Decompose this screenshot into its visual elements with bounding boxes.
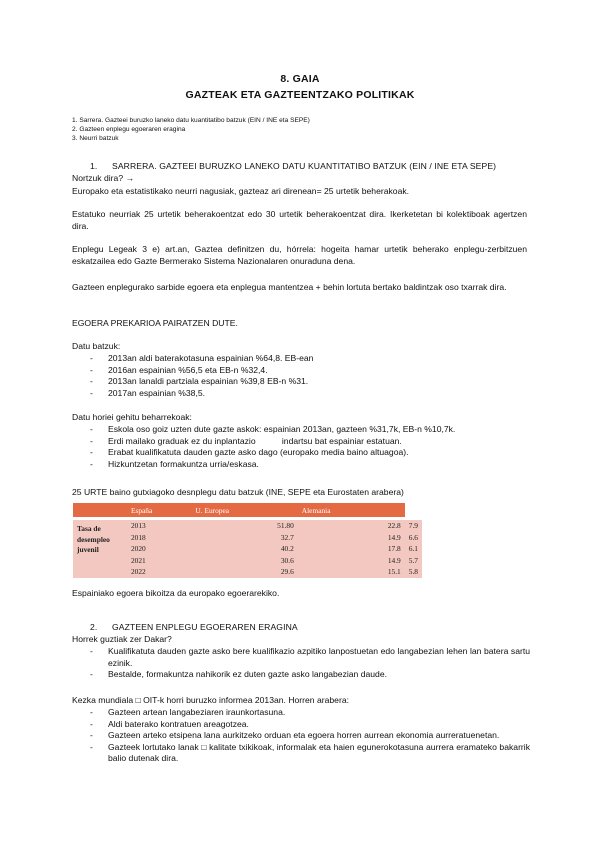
list-item: - Gazteen arteko etsipena lana aurkitzeko orduan eta egoera horren aurrean ekonomia aurreratuenetan.: [72, 730, 530, 742]
section-heading-text: GAZTEEN ENPLEGU EGOERAREN ERAGINA: [112, 622, 298, 632]
table-cell-alemania: 5.7: [405, 555, 422, 567]
table-cell-espana: 30.6: [191, 555, 297, 567]
kezka-text: Kezka mundiala □ OIT-k horri buruzko informea 2013an. Horren arabera:: [72, 695, 349, 705]
gehitu-label: Datu horiei gehitu beharrekoak:: [72, 412, 192, 422]
table-cell-ue: 17.8: [298, 543, 405, 555]
list-item: - 2017an espainian %38,5.: [72, 388, 530, 400]
gehitu-list: [72, 424, 530, 470]
table-header-cell: [73, 503, 127, 517]
list-item: - Eskola oso goiz uzten dute gazte askok: espainian 2013an, gazteen %31,7k, EB-n %10,7k.: [72, 424, 530, 436]
table-cell-espana: 40.2: [191, 543, 297, 555]
table-cell-ue: 15.1: [298, 566, 405, 578]
table-cell-alemania: 7.9: [405, 520, 422, 532]
list-item: - Gazteek lortutako lanak □ kalitate txikikoak, informalak eta haien egunerokotasuna aurrera eramateko bakarrik balio dutenak dira.: [72, 742, 530, 765]
list-item: - Aldi baterako kontratuen areagotzea.: [72, 719, 530, 731]
definition-text: Europako eta estatistikako neurri nagusiak, gazteaz ari direnean= 25 urtetik beherakoak.: [72, 186, 410, 196]
list-item: - 2016an espainian %56,5 eta EB-n %32,4.: [72, 365, 530, 377]
table-header-cell: España: [127, 503, 191, 517]
list-item: - Gazteen artean langabeziaren iraunkortasuna.: [72, 707, 530, 719]
list-item: - 2013an aldi baterakotasuna espainian %64,8. EB-ean: [72, 353, 530, 365]
list-item: - Hizkuntzetan formakuntza urria/eskasa.: [72, 459, 530, 471]
question-text: Nortzuk dira? →: [72, 173, 135, 183]
kezka-list: [72, 707, 530, 765]
section-number: 1.: [90, 161, 98, 171]
table-cell-alemania: 6.6: [405, 532, 422, 544]
question-text: Horrek guztiak zer Dakar?: [72, 634, 172, 644]
table-header-cell: U. Europea: [191, 503, 297, 517]
toc-item: 1. Sarrera. Gazteei buruzko laneko datu kuantitatibo batzuk (EIN / INE eta SEPE): [72, 117, 310, 124]
table-cell-ue: 14.9: [298, 555, 405, 567]
toc-item: 2. Gazteen enplegu egoeraren eragina: [72, 126, 186, 133]
table-header-cell: Alemania: [298, 503, 405, 517]
table-cell-year: 2022: [127, 566, 191, 578]
toc-item: 3. Neurri batzuk: [72, 135, 119, 142]
list-item: - Kualifikatuta dauden gazte asko bere kualifikazio azpitiko lanpostuetan edo langabezian lehen lan batera sartu ezinik.: [72, 646, 530, 669]
precarious-statement: EGOERA PREKARIOA PAIRATZEN DUTE.: [72, 318, 238, 328]
table-cell-alemania: 6.1: [405, 543, 422, 555]
paragraph-sarbide: Gazteen enplegurako sarbide egoera eta enplegua mantentzea + behin lortuta bertako baldintzak oso txarrak dira.: [72, 282, 507, 292]
datu-label: Datu batzuk:: [72, 341, 121, 351]
table-body: [73, 520, 422, 578]
list-item: - 2013an lanaldi partziala espainian %39,8 EB-n %31.: [72, 376, 530, 388]
list-item: - Erabat kualifikatuta dauden gazte asko dago (europako media baino altuagoa).: [72, 447, 530, 459]
table-cell-espana: 51.80: [191, 520, 297, 532]
datu-list: [72, 353, 530, 399]
row-label: Tasa de desempleo juvenil: [73, 520, 127, 578]
dakar-list: [72, 646, 530, 681]
table-cell-ue: 14.9: [298, 532, 405, 544]
chapter-title: 8. GAIA: [280, 73, 320, 85]
table-cell-espana: 29.6: [191, 566, 297, 578]
table-cell-year: 2013: [127, 520, 191, 532]
table-cell-espana: 32.7: [191, 532, 297, 544]
section-1-heading: [90, 161, 496, 171]
section-heading-text: SARRERA. GAZTEEI BURUZKO LANEKO DATU KUANTITATIBO BATZUK (EIN / INE ETA SEPE): [112, 161, 497, 171]
youth-unemployment-table: [73, 503, 422, 578]
table-cell-year: 2020: [127, 543, 191, 555]
page-title: GAZTEAK ETA GAZTEENTZAKO POLITIKAK: [185, 89, 415, 101]
table-cell-alemania: 5.8: [405, 566, 422, 578]
section-2-heading: [90, 622, 298, 632]
paragraph-estatuko: Estatuko neurriak 25 urtetik beherakoentzat edo 30 urtetik beherakoentzat dira. Ikerketetan bi kolektiboak agertzen dira.: [72, 209, 527, 231]
table-cell-year: 2018: [127, 532, 191, 544]
table-row: [73, 520, 422, 532]
section-number: 2.: [90, 622, 98, 632]
list-item: - Bestalde, formakuntza nahikorik ez duten gazte asko langabezian daude.: [72, 669, 530, 681]
table-header-row: [73, 503, 422, 517]
table-caption: 25 URTE baino gutxiagoko desnplegu datu batzuk (INE, SEPE eta Eurostaten arabera): [72, 487, 404, 497]
list-item: - Erdi mailako graduak ez du inplantazio indartsu bat espainiar estatuan.: [72, 436, 530, 448]
table-cell-ue: 22.8: [298, 520, 405, 532]
closing-text: Espainiako egoera bikoitza da europako egoerarekiko.: [72, 588, 280, 598]
paragraph-enplegu-legea: Enplegu Legeak 3 e) art.an, Gaztea definitzen du, hórrela: hogeita hamar urtetik beherako enplegu-zerbitzuen eskatzailea edo Gazte Bermerako Sistema Nazionalaren onuraduna dena.: [72, 244, 527, 266]
table-cell-year: 2021: [127, 555, 191, 567]
